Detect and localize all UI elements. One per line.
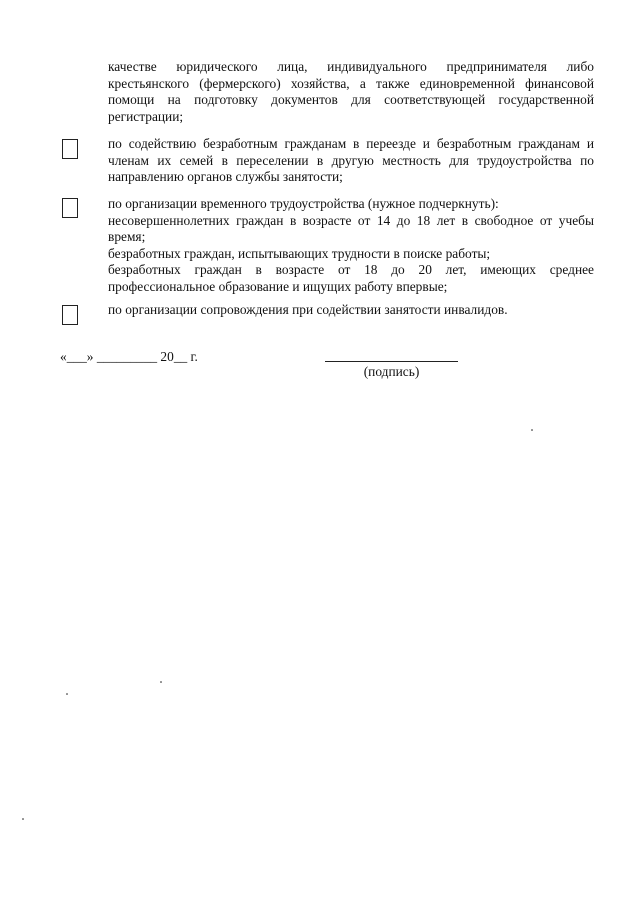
paragraph-relocation-assistance — [108, 136, 594, 186]
text-line: по организации временного трудоустройства (нужное подчеркнуть): — [108, 196, 499, 211]
text-line: безработных граждан, испытывающих трудности в поиске работы; — [108, 245, 491, 261]
text-line: членам их семей в переселении в другую местность для трудоустройства по — [108, 152, 594, 168]
date-field[interactable]: «___» _________ 20__ г. — [60, 349, 198, 364]
text-line: по организации сопровождения при содействии занятости инвалидов. — [108, 302, 508, 317]
signature-line[interactable] — [325, 361, 458, 362]
text-line: несовершеннолетних граждан в возрасте от 14 до 18 лет в свободное от учебы — [108, 212, 594, 228]
scan-speck — [531, 429, 533, 431]
text-line: качестве юридического лица, индивидуального предпринимателя либо — [108, 59, 594, 74]
scan-speck — [160, 681, 162, 683]
text-line: время; — [108, 229, 146, 245]
text-line: регистрации; — [108, 108, 184, 124]
text-line: помощи на подготовку документов для соответствующей государственной — [108, 92, 594, 108]
text-line: направлению органов службы занятости; — [108, 169, 343, 185]
text-line: безработных граждан в возрасте от 18 до 20 лет, имеющих среднее — [108, 262, 594, 278]
paragraph-disability-support — [108, 302, 594, 319]
paragraph-legal-entity-registration — [108, 59, 594, 125]
checkbox-temporary-employment[interactable] — [62, 198, 78, 218]
text-line: крестьянского (фермерского) хозяйства, а также единовременной финансовой — [108, 75, 594, 91]
text-line: профессиональное образование и ищущих работу впервые; — [108, 278, 448, 294]
checkbox-relocation[interactable] — [62, 139, 78, 159]
scan-speck — [66, 693, 68, 695]
signature-caption: (подпись) — [363, 364, 420, 379]
paragraph-temporary-employment — [108, 196, 594, 296]
text-line: по содействию безработным гражданам в переезде и безработным гражданам и — [108, 136, 594, 151]
scan-speck — [22, 818, 24, 820]
checkbox-disability-support[interactable] — [62, 305, 78, 325]
